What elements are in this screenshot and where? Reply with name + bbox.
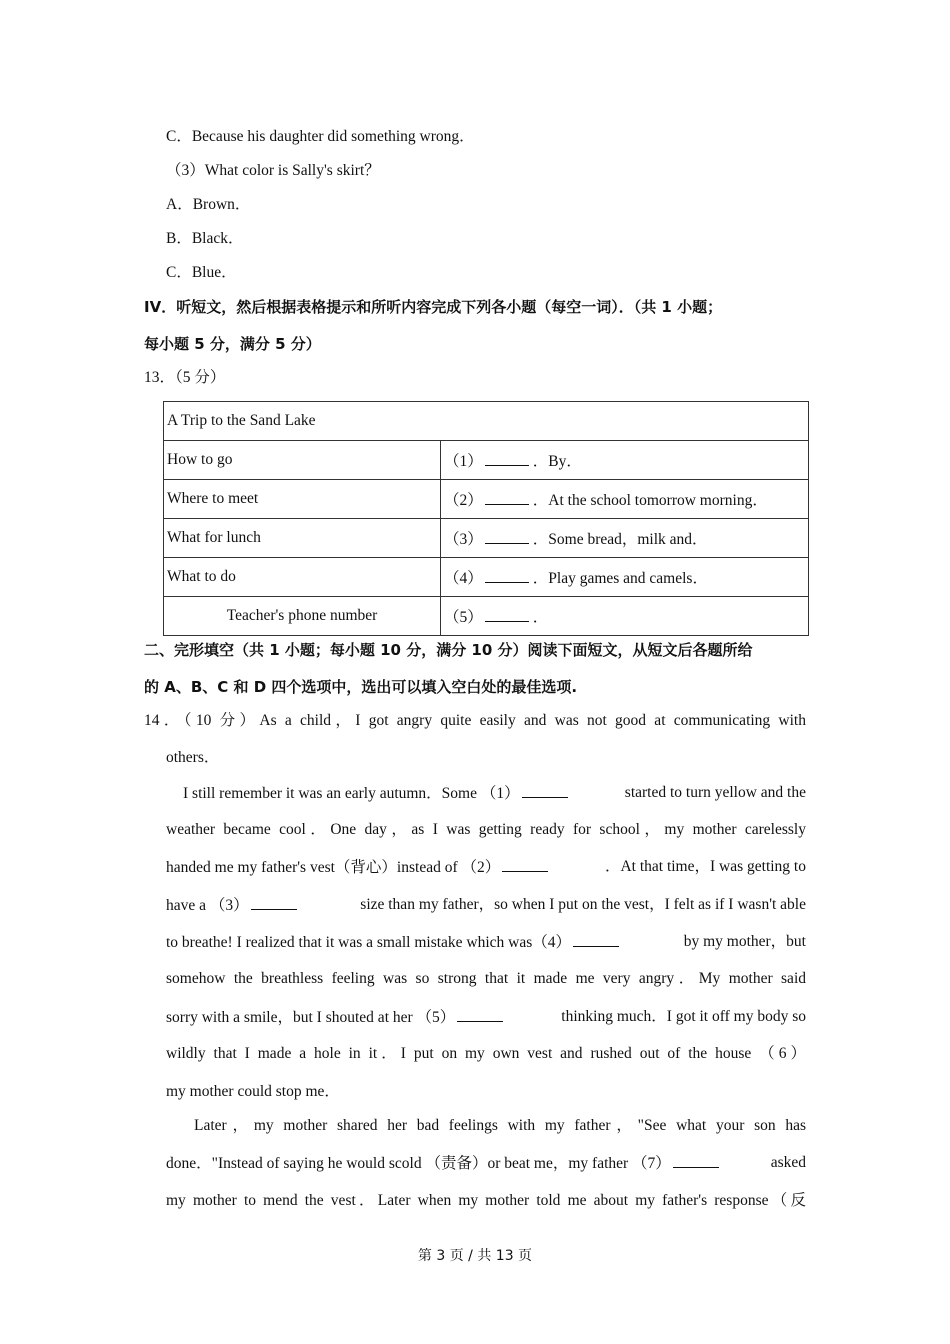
blank-number: （5） (444, 609, 483, 626)
row-label: What to do (164, 558, 441, 597)
trip-table (163, 401, 809, 636)
answer-blank[interactable] (485, 451, 529, 466)
q12-sub3-option-b: B．Black． (166, 230, 244, 247)
q14-line-3 (183, 783, 806, 804)
q14-line-13 (166, 1153, 806, 1174)
section4-heading-line1: IV．听短文，然后根据表格提示和所听内容完成下列各小题（每空一词）．（共 1 小题； (144, 298, 723, 316)
q14-line-9-text-b: thinking much．I got it off my body so (561, 1008, 806, 1025)
blank-number: （2） (444, 492, 483, 509)
q12-sub3-question: （3）What color is Sally's skirt？ (166, 162, 380, 179)
row-label: Teacher's phone number (164, 597, 441, 636)
q14-line-7-text-b: by my mother，but (683, 933, 806, 950)
cloze-blank-2[interactable] (502, 857, 548, 872)
q14-line-13-text-b: asked (770, 1154, 806, 1171)
q14-line-8: somehow the breathless feeling was so strong that it made me very angry．My mother said (166, 970, 806, 987)
q14-line-5-text-a: handed me my father's vest（背心）instead of （2） (166, 859, 501, 876)
q14-line-12: Later，my mother shared her bad feelings with my father，"See what your son has (194, 1117, 806, 1134)
blank-number: （3） (444, 531, 483, 548)
q12-sub3-option-c: C．Blue． (166, 264, 237, 281)
cloze-blank-7[interactable] (673, 1153, 719, 1168)
cloze-blank-5[interactable] (457, 1007, 503, 1022)
row-answer (441, 441, 809, 480)
row-answer (441, 597, 809, 636)
answer-blank[interactable] (485, 529, 529, 544)
answer-blank[interactable] (485, 490, 529, 505)
q14-line-3-text-a: I still remember it was an early autumn．Some （1） (183, 785, 520, 802)
q12-sub3-option-a: A．Brown． (166, 196, 251, 213)
q14-line-6 (166, 895, 806, 916)
row-answer (441, 558, 809, 597)
row-label: Where to meet (164, 480, 441, 519)
table-row (164, 558, 809, 597)
answer-blank[interactable] (485, 607, 529, 622)
q14-line-7-text-a: to breathe! I realized that it was a small mistake which was（4） (166, 934, 572, 951)
q14-line-9-text-a: sorry with a smile，but I shouted at her （5） (166, 1009, 456, 1026)
q14-line-6-text-b: size than my father，so when I put on the vest，I felt as if I wasn't able (360, 896, 806, 913)
table-row (164, 597, 809, 636)
q14-line-1: 14．（10 分）As a child，I got angry quite easily and was not good at communicating with (144, 712, 806, 729)
q12-option-c: C．Because his daughter did something wrong． (166, 128, 475, 145)
table-title: A Trip to the Sand Lake (164, 402, 809, 441)
q14-line-5 (166, 857, 806, 878)
answer-blank[interactable] (485, 568, 529, 583)
q14-line-2: others． (166, 749, 220, 766)
blank-number: （1） (444, 453, 483, 470)
q14-line-10: wildly that I made a hole in it．I put on my own vest and rushed out of the house （6） (166, 1045, 806, 1062)
cloze-blank-1[interactable] (522, 783, 568, 798)
row-hint: ．Some bread，milk and． (532, 531, 708, 548)
table-title-row (164, 402, 809, 441)
row-hint: ．Play games and camels． (532, 570, 708, 587)
row-answer (441, 480, 809, 519)
q14-line-11: my mother could stop me． (166, 1083, 340, 1100)
row-hint: ．By． (532, 453, 582, 470)
row-label: How to go (164, 441, 441, 480)
row-label: What for lunch (164, 519, 441, 558)
q13-number: 13．（5 分） (144, 369, 226, 386)
q14-line-9 (166, 1007, 806, 1028)
row-answer (441, 519, 809, 558)
q14-line-7 (166, 932, 806, 953)
page-number: 第 3 页 / 共 13 页 (417, 1248, 533, 1264)
section2-heading-line2: 的 A、B、C 和 D 四个选项中，选出可以填入空白处的最佳选项. (144, 678, 578, 696)
blank-number: （4） (444, 570, 483, 587)
section2-heading-line1: 二、完形填空（共 1 小题；每小题 10 分，满分 10 分）阅读下面短文，从短文后各题所给 (144, 641, 753, 659)
section4-heading-line2: 每小题 5 分，满分 5 分） (144, 335, 321, 353)
q14-line-13-text-a: done．"Instead of saying he would scold （责备）or beat me，my father （7） (166, 1155, 671, 1172)
q14-line-5-text-b: ．At that time，I was getting to (604, 858, 806, 875)
table-row (164, 519, 809, 558)
q14-line-6-text-a: have a （3） (166, 897, 249, 914)
q14-line-14: my mother to mend the vest．Later when my mother told me about my father's response（反 (166, 1192, 806, 1209)
q14-line-4: weather became cool．One day，as I was getting ready for school，my mother carelessly (166, 821, 806, 838)
row-hint: ．At the school tomorrow morning． (532, 492, 768, 509)
row-hint: ． (532, 609, 549, 626)
q14-line-3-text-b: started to turn yellow and the (624, 784, 806, 801)
cloze-blank-3[interactable] (251, 895, 297, 910)
table-row (164, 480, 809, 519)
cloze-blank-4[interactable] (573, 932, 619, 947)
table-row (164, 441, 809, 480)
